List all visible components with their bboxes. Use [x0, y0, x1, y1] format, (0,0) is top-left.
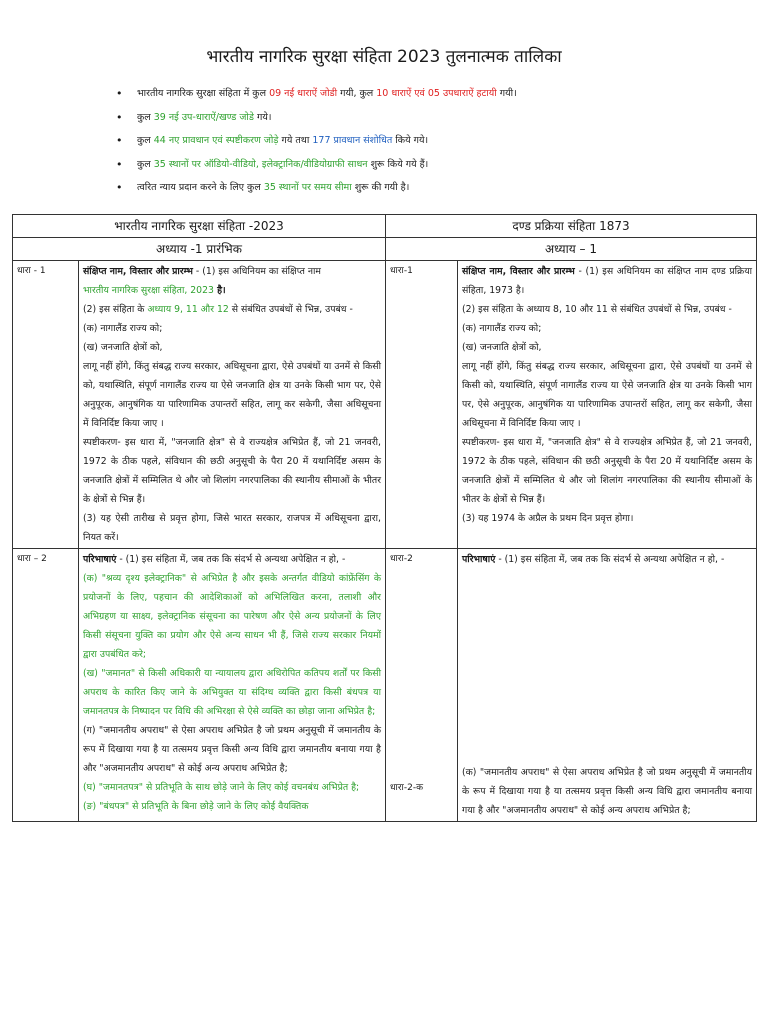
right-header: दण्ड प्रक्रिया संहिता 1873	[386, 215, 757, 238]
section-text-left: परिभाषाएं - (1) इस संहिता में, जब तक कि संदर्भ से अन्यथा अपेक्षित न हो, - (क) "श्रव्य दृश्य इलेक्ट्रानिक" से अभिप्रेत है और इसके अन्तर्गत वीडियो कांफ्रेंसिंग के प्रयोजनों के लिए, पहचान की आदेशिकाओं को अभिलिखित करना, तलाशी और अभिग्रहण या साक्ष्य, इलेक्ट्रानिक संसूचना का पारेषण और ऐसे अन्य प्रयोजनों के लिए किसी संसूचना युक्ति का प्रयोग और ऐसे अन्य साधन भी हैं, जिसे राज्य सरकार नियमों द्वारा उपबंधित करे; (ख) "जमानत" से किसी अधिकारी या न्यायालय द्वारा अधिरोपित कतिपय शर्तों पर किसी अपराध के कारित किए जाने के अभियुक्त या संदिग्ध व्यक्ति द्वारा किसी बंधपत्र या जमानतपत्र के निष्पादन पर विधि की अभिरक्षा से ऐसे व्यक्ति का छोड़ा जाना अभिप्रेत है; (ग) "जमानतीय अपराध" से ऐसा अपराध अभिप्रेत है जो प्रथम अनुसूची में जमानतीय के रूप में दिखाया गया है या तत्समय प्रवृत्त किसी अन्य विधि द्वारा जमानतीय बनाया गया है और "अजमानतीय अपराध" से कोई अन्य अपराध अभिप्रेत है; (घ) "जमानतपत्र" से प्रतिभूति के साथ छोड़े जाने के लिए कोई वचनबंध अभिप्रेत है; (ङ) "बंधपत्र" से प्रतिभूति के बिना छोड़े जाने के लिए कोई वैयक्तिक	[79, 549, 386, 822]
comparison-table	[12, 214, 757, 822]
list-item: • त्वरित न्याय प्रदान करने के लिए कुल 35 स्थानों पर समय सीमा शुरू की गयी है।	[116, 182, 517, 194]
table-row	[13, 261, 757, 549]
table-header-row	[13, 215, 757, 238]
section-label: धारा - 1	[13, 261, 79, 549]
section-label: धारा-2 धारा-2-क	[386, 549, 458, 822]
section-label-2a: धारा-2-क	[390, 783, 424, 793]
section-label: धारा-1	[386, 261, 458, 549]
section-label: धारा – 2	[13, 549, 79, 822]
summary-list	[116, 88, 517, 206]
list-item: • कुल 44 नए प्रावधान एवं स्पष्टीकरण जोड़े गये तथा 177 प्रावधान संशोधित किये गये।	[116, 135, 517, 147]
section-text-right: परिभाषाएं - (1) इस संहिता में, जब तक कि संदर्भ से अन्यथा अपेक्षित न हो, - (क) "जमानतीय अपराध" से ऐसा अपराध अभिप्रेत है जो प्रथम अनुसूची में जमानतीय के रूप में दिखाया गया है या तत्समय प्रवृत्त किसी अन्य विधि द्वारा जमानतीय बनाया गया है और "अजमानतीय अपराध" से कोई अन्य अपराध अभिप्रेत है;	[458, 549, 757, 822]
table-row	[13, 549, 757, 822]
page-title: भारतीय नागरिक सुरक्षा संहिता 2023 तुलनात्मक तालिका	[206, 47, 562, 67]
section-text-left: संक्षिप्त नाम, विस्तार और प्रारम्भ - (1) इस अधिनियम का संक्षिप्त नाम भारतीय नागरिक सुरक्षा संहिता, 2023 है। (2) इस संहिता के अध्याय 9, 11 और 12 से संबंधित उपबंधों से भिन्न, उपबंध - (क) नागालैंड राज्य को; (ख) जनजाति क्षेत्रों को, लागू नहीं होंगे, किंतु संबद्ध राज्य सरकार, अधिसूचना द्वारा, ऐसे उपबंधों या उनमें से किसी को, यथास्थिति, संपूर्ण नागालैंड राज्य या ऐसे जनजाति क्षेत्र या उनके किसी भाग पर, ऐसे अनुपूरक, आनुषंगिक या पारिणामिक उपान्तरों सहित, लागू कर सकेगी, जैसा अधिसूचना में विनिर्दिष्ट किया जाए । स्पष्टीकरण- इस धारा में, "जनजाति क्षेत्र" से वे राज्यक्षेत्र अभिप्रेत हैं, जो 21 जनवरी, 1972 के ठीक पहले, संविधान की छठी अनुसूची के पैरा 20 में यथानिर्दिष्ट असम के जनजाति क्षेत्रों में सम्मिलित थे और जो शिलांग नगरपालिका की स्थानीय सीमाओं के भीतर के क्षेत्रों से भिन्न हैं। (3) यह ऐसी तारीख से प्रवृत्त होगा, जिसे भारत सरकार, राजपत्र में अधिसूचना द्वारा, नियत करें।	[79, 261, 386, 549]
chapter-row	[13, 238, 757, 261]
list-item: • कुल 35 स्थानों पर ऑडियो-वीडियो, इलेक्ट्रानिक/वीडियोग्राफी साधन शुरू किये गये हैं।	[116, 159, 517, 171]
right-chapter: अध्याय – 1	[386, 238, 757, 261]
list-item: • कुल 39 नई उप-धाराऐं/खण्ड जोडे गये।	[116, 112, 517, 124]
left-header: भारतीय नागरिक सुरक्षा संहिता -2023	[13, 215, 386, 238]
list-item: • भारतीय नागरिक सुरक्षा संहिता में कुल 09 नई धाराऐं जोडी गयी, कुल 10 धाराऐं एवं 05 उपधाराऐं हटायी गयी।	[116, 88, 517, 100]
section-text-right: संक्षिप्त नाम, विस्तार और प्रारम्भ - (1) इस अधिनियम का संक्षिप्त नाम दण्ड प्रक्रिया संहिता, 1973 है। (2) इस संहिता के अध्याय 8, 10 और 11 से संबंधित उपबंधों से भिन्न, उपबंध - (क) नागालैंड राज्य को; (ख) जनजाति क्षेत्रों को, लागू नहीं होंगे, किंतु संबद्ध राज्य सरकार, अधिसूचना द्वारा, ऐसे उपबंधों या उनमें से किसी को, यथास्थिति, संपूर्ण नागालैंड राज्य या ऐसे जनजाति क्षेत्र या उनके किसी भाग पर, ऐसे अनुपूरक, आनुषंगिक या पारिणामिक उपान्तरों सहित, लागू कर सकेगी, जैसा अधिसूचना में विनिर्दिष्ट किया जाए । स्पष्टीकरण- इस धारा में, "जनजाति क्षेत्र" से वे राज्यक्षेत्र अभिप्रेत हैं, जो 21 जनवरी, 1972 के ठीक पहले, संविधान की छठी अनुसूची के पैरा 20 में यथानिर्दिष्ट असम के जनजाति क्षेत्रों में सम्मिलित थे और जो शिलांग नगरपालिका की स्थानीय सीमाओं के भीतर के क्षेत्रों से भिन्न हैं। (3) यह 1974 के अप्रैल के प्रथम दिन प्रवृत्त होगा।	[458, 261, 757, 549]
left-chapter: अध्याय -1 प्रारंभिक	[13, 238, 386, 261]
